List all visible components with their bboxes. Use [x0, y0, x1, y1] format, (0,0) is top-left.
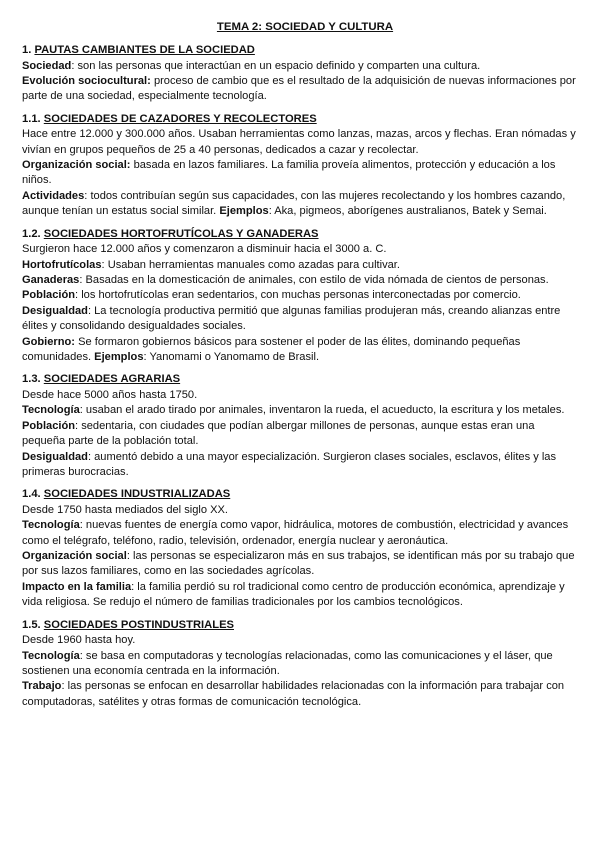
section-number: 1.5.: [22, 618, 41, 631]
paragraph-text: las personas se especializaron más en sus trabajos, se identifican más por su trabajo que por sus lazos familiares, como en las sociedades agrícolas.: [22, 550, 575, 578]
term-label: Sociedad: [22, 59, 72, 72]
paragraph: [22, 518, 576, 549]
term-separator: :: [61, 680, 68, 693]
section: [22, 487, 576, 610]
paragraph: [22, 419, 576, 450]
paragraph-text: Surgieron hace 12.000 años y comenzaron a disminuir hacia el 3000 a. C.: [22, 243, 387, 256]
paragraph-text: sedentaria, con ciudades que podían albergar millones de personas, aunque estas eran una pequeña parte de la población total.: [22, 419, 535, 448]
term-label: Ganaderas: [22, 273, 80, 286]
paragraph-text: se basa en computadoras y tecnologías relacionadas, como las comunicaciones y el láser, que sostienen una economía centrada en la información.: [22, 649, 553, 677]
term-separator: :: [126, 550, 133, 563]
paragraph: [22, 633, 576, 648]
paragraph-text: usaban el arado tirado por animales, inventaron la rueda, el acueducto, la escritura y los metales.: [85, 404, 565, 417]
paragraph: [22, 158, 576, 189]
section-number: 1.4.: [22, 488, 41, 501]
term-label: Trabajo: [22, 680, 62, 693]
term-label: Desigualdad: [22, 450, 88, 463]
section-title: PAUTAS CAMBIANTES DE LA SOCIEDAD: [34, 44, 255, 56]
term-separator: :: [71, 59, 78, 72]
paragraph-text: todos contribuían según sus capacidades, con las mujeres recolectando y los hombres cazando, aunque tenían un estatus social similar.: [22, 189, 566, 218]
term-separator: :: [79, 649, 86, 662]
paragraph-text: las personas se enfocan en desarrollar habilidades relacionadas con la información para trabajar con computadoras, satélites y otras formas de comunicación tecnológica.: [22, 680, 565, 708]
paragraph: [22, 189, 576, 220]
section-heading: [22, 227, 576, 243]
paragraph: [22, 242, 576, 257]
paragraph: [22, 503, 576, 518]
paragraph-text: nuevas fuentes de energía como vapor, hidráulica, motores de combustión, electricidad y avances como el telégrafo, teléfono, radio, televisión, ordenador, energía nuclear y aeronáutica.: [22, 519, 569, 547]
paragraph-text: Hace entre 12.000 y 300.000 años. Usaban herramientas como lanzas, mazas, arcos y flechas. Eran nómadas y vivían en grupos pequeños de 25 a 40 personas, dedicados a cazar y recolectar.: [22, 128, 576, 156]
section-title: SOCIEDADES DE CAZADORES Y RECOLECTORES: [43, 112, 317, 125]
section-number: 1.3.: [22, 373, 41, 386]
term-label: Hortofrutícolas: [22, 258, 102, 271]
section-title: SOCIEDADES AGRARIAS: [43, 373, 181, 386]
paragraph-text: Desde 1750 hasta mediados del siglo XX.: [22, 503, 228, 516]
section-heading: [22, 487, 576, 503]
section-number: 1.: [22, 44, 32, 56]
section-number: 1.1.: [22, 112, 41, 125]
paragraph: [22, 258, 576, 273]
paragraph: [22, 388, 576, 403]
examples-text: : Aka, pigmeos, aborígenes australianos, Batek y Semai.: [268, 205, 547, 218]
paragraph-text: proceso de cambio que es el resultado de la adquisición de nuevas informaciones por parte de una sociedad, especialmente tecnología.: [22, 74, 576, 103]
term-label: Actividades: [22, 189, 85, 202]
paragraph-text: la familia perdió su rol tradicional como centro de producción económica, aprendizaje y vida religiosa. Se redujo el número de familias tradicionales por los cambios tecnológicos.: [22, 580, 565, 609]
term-separator: :: [79, 273, 86, 286]
examples-label: Ejemplos: [219, 205, 269, 218]
paragraph-text: La tecnología productiva permitió que algunas familias produjeran más, creando alianzas entre élites y consolidando desigualdades sociales.: [22, 304, 561, 333]
section: [22, 227, 576, 366]
section-title: SOCIEDADES POSTINDUSTRIALES: [43, 618, 234, 631]
paragraph: [22, 649, 576, 680]
paragraph-text: los hortofrutícolas eran sedentarios, con muchas personas interconectadas por comercio.: [81, 289, 521, 302]
section: [22, 43, 576, 105]
term-separator: :: [87, 450, 95, 463]
examples-label: Ejemplos: [94, 351, 144, 363]
paragraph: [22, 403, 576, 418]
paragraph-text: Desde 1960 hasta hoy.: [22, 634, 136, 647]
term-label: Población: [22, 419, 76, 432]
term-separator: :: [75, 289, 82, 302]
term-label: Gobierno:: [22, 335, 75, 348]
section: [22, 372, 576, 480]
term-separator: :: [131, 580, 138, 593]
paragraph-text: aumentó debido a una mayor especialización. Surgieron clases sociales, esclavos, élites y las primeras burocracias.: [22, 450, 557, 478]
term-label: Tecnología: [22, 649, 80, 662]
term-separator: :: [79, 404, 86, 417]
section-heading: [22, 43, 576, 59]
paragraph-text: Usaban herramientas manuales como azadas para cultivar.: [107, 258, 400, 271]
paragraph: [22, 59, 576, 74]
section-number: 1.2.: [22, 227, 41, 240]
paragraph: [22, 549, 576, 580]
document-title: TEMA 2: SOCIEDAD Y CULTURA: [216, 21, 394, 33]
section: [22, 112, 576, 220]
paragraph-text: Se formaron gobiernos básicos para sostener el poder de las élites, dominando pequeñas comunidades.: [22, 335, 521, 363]
term-label: Organización social: [22, 550, 127, 563]
paragraph: [22, 580, 576, 611]
term-separator: :: [79, 519, 86, 532]
paragraph-text: son las personas que interactúan en un espacio definido y comparten una cultura.: [77, 59, 481, 72]
paragraph-text: basada en lazos familiares. La familia proveía alimentos, protección y educación a los niños.: [22, 159, 556, 187]
examples-text: : Yanomami o Yanomamo de Brasil.: [143, 351, 320, 363]
term-label: Organización social:: [22, 159, 131, 172]
section: [22, 618, 576, 711]
paragraph: [22, 127, 576, 158]
term-label: Tecnología: [22, 404, 80, 417]
section-heading: [22, 618, 576, 634]
paragraph: [22, 679, 576, 710]
section-title: SOCIEDADES INDUSTRIALIZADAS: [43, 488, 231, 501]
term-separator: :: [101, 258, 108, 271]
section-heading: [22, 372, 576, 388]
term-label: Evolución sociocultural:: [22, 74, 151, 87]
paragraph: [22, 74, 576, 105]
term-label: Tecnología: [22, 519, 80, 532]
section-heading: [22, 112, 576, 128]
paragraph: [22, 304, 576, 335]
sections-container: [22, 43, 576, 710]
paragraph: [22, 288, 576, 303]
term-separator: :: [75, 419, 82, 432]
term-separator: :: [87, 304, 95, 317]
paragraph: [22, 450, 576, 481]
term-label: Desigualdad: [22, 304, 88, 317]
term-label: Población: [22, 289, 76, 302]
section-title: SOCIEDADES HORTOFRUTÍCOLAS Y GANADERAS: [43, 227, 319, 240]
term-label: Impacto en la familia: [22, 580, 132, 593]
paragraph: [22, 335, 576, 366]
paragraph-text: Basadas en la domesticación de animales, con estilo de vida nómada de cientos de personas.: [85, 273, 549, 286]
term-separator: :: [84, 189, 91, 202]
paragraph-text: Desde hace 5000 años hasta 1750.: [22, 388, 198, 401]
paragraph: [22, 273, 576, 288]
